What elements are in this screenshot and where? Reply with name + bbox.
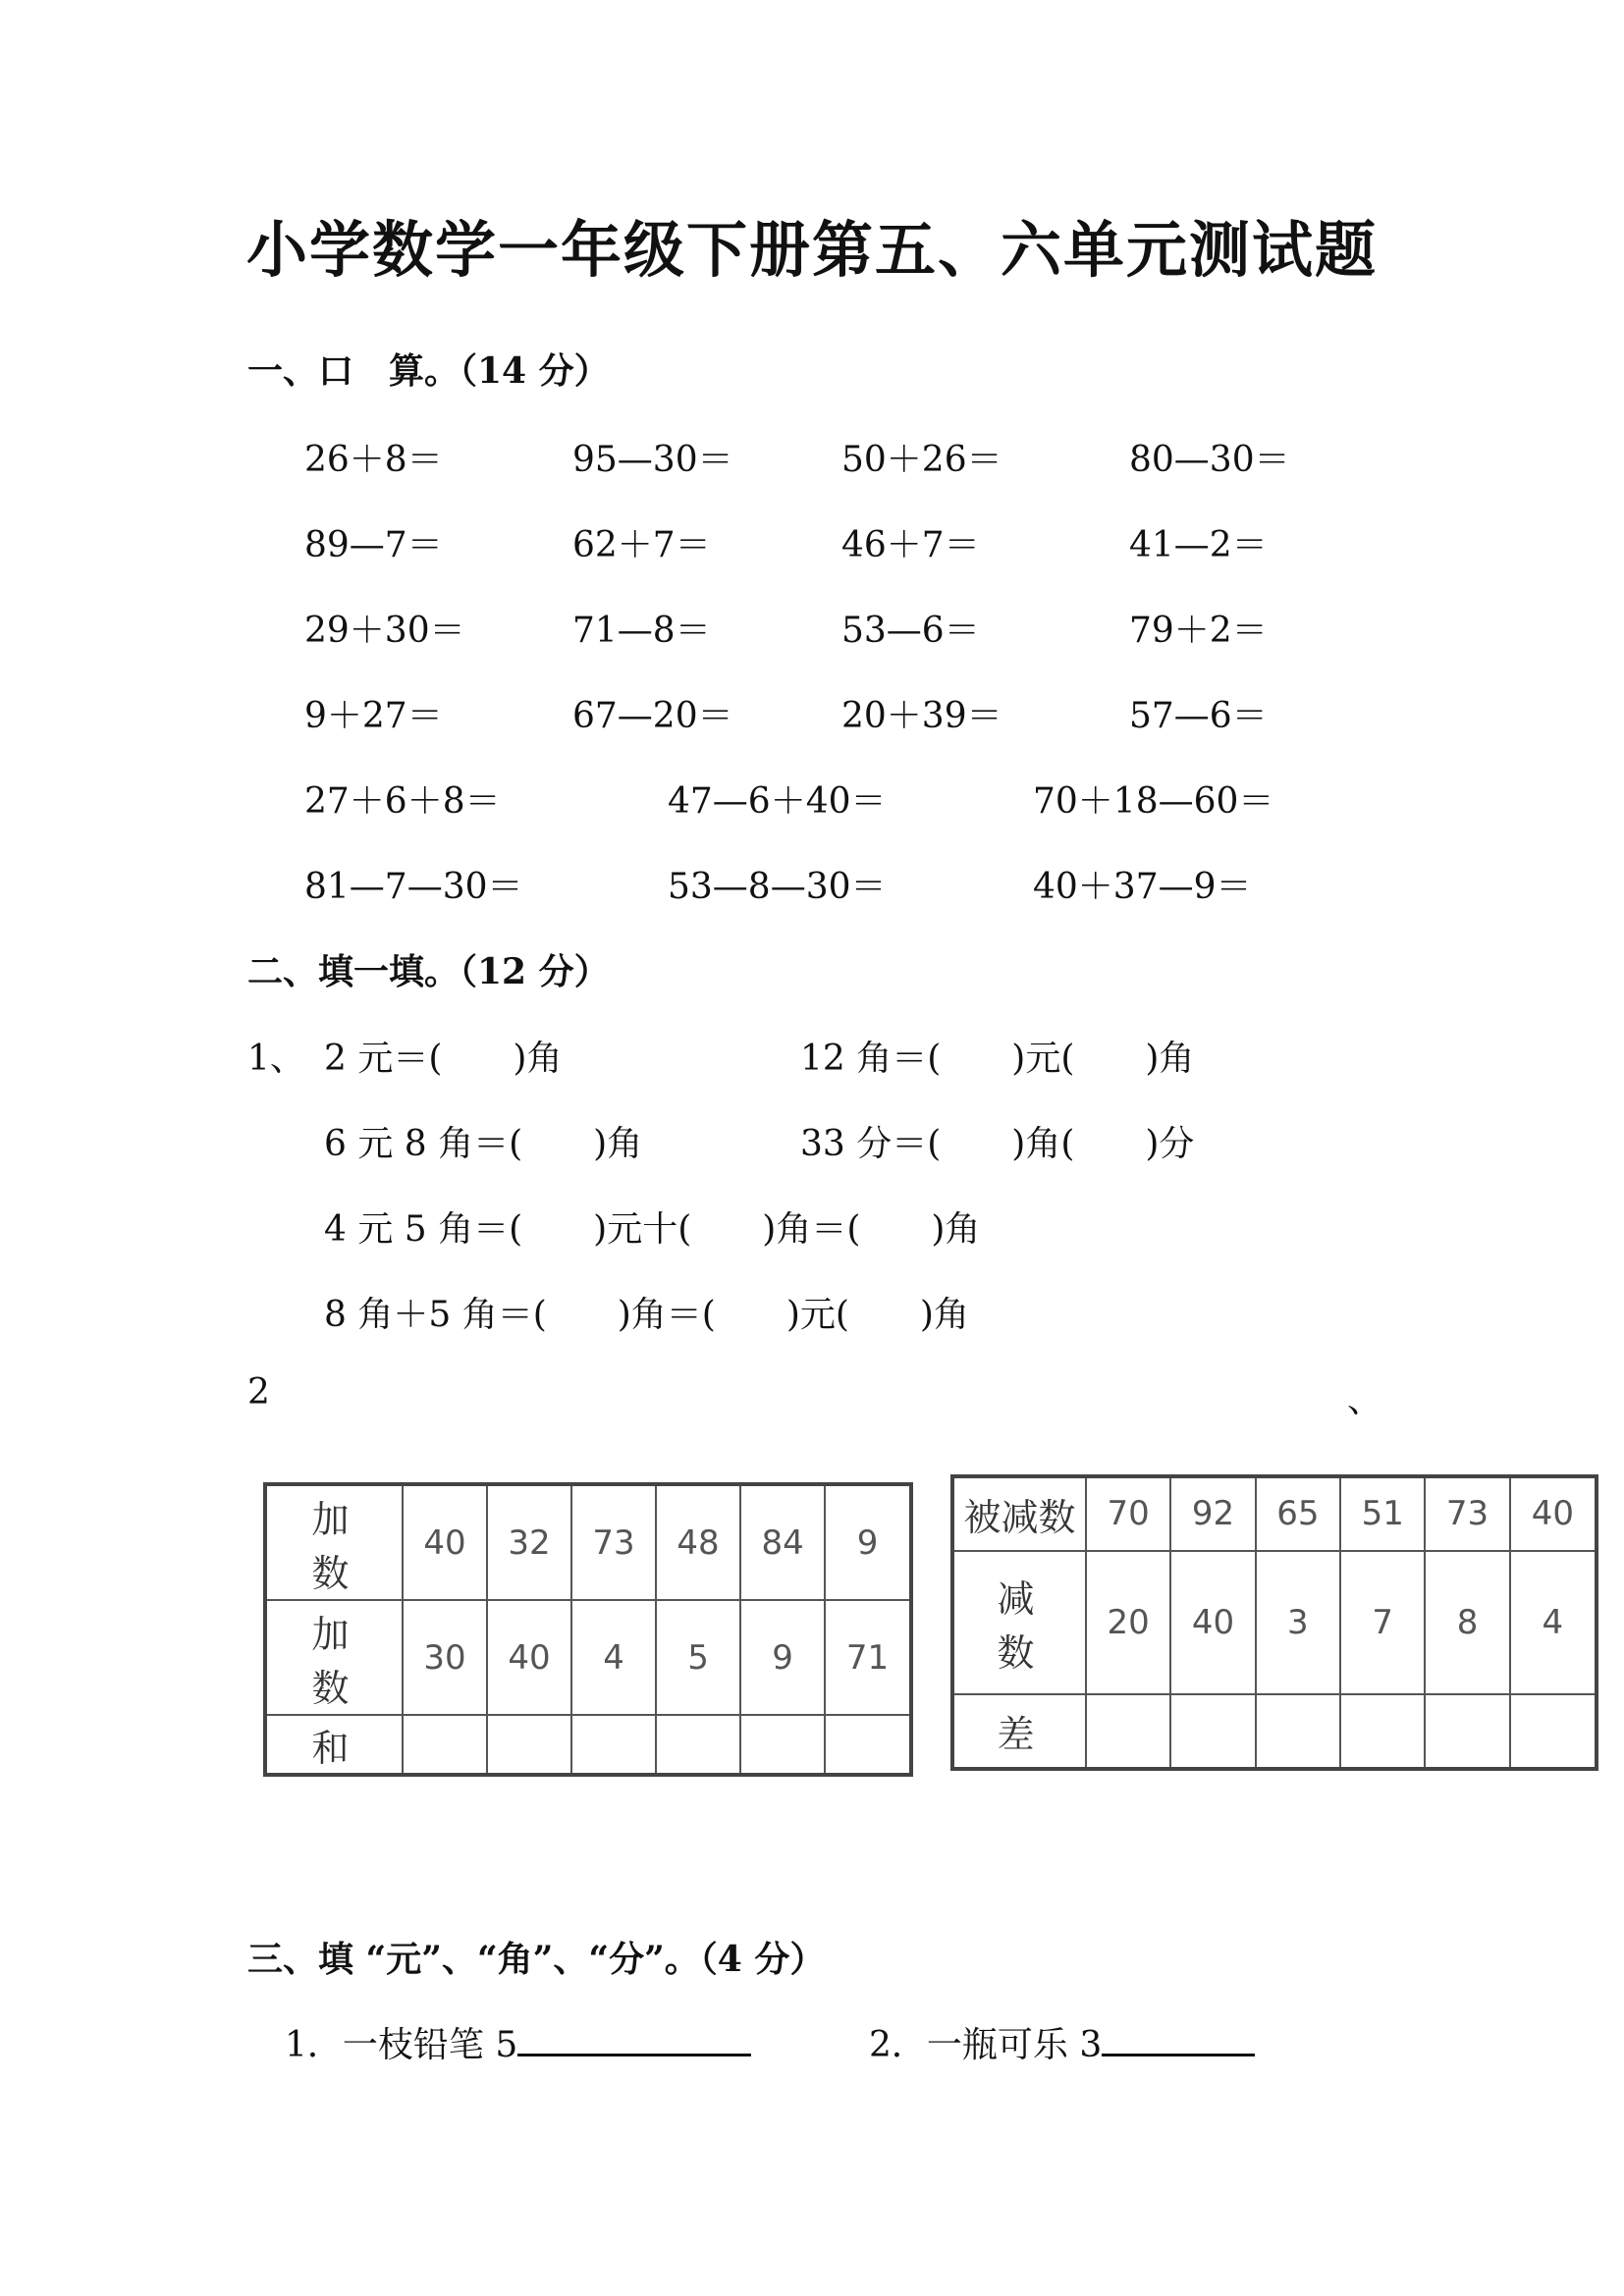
- calc-item: 71—8＝: [572, 611, 711, 651]
- calc-item: 80—30＝: [1129, 440, 1290, 480]
- table-cell: 73: [1425, 1476, 1509, 1551]
- calc-item: 20＋39＝: [841, 696, 1002, 736]
- table-cell: 9: [825, 1484, 911, 1600]
- fill-item: 8 角＋5 角＝( )角＝( )元( )角: [324, 1295, 969, 1335]
- table-cell: 70: [1086, 1476, 1170, 1551]
- table-cell: 51: [1340, 1476, 1425, 1551]
- calc-item: 81—7—30＝: [304, 867, 523, 907]
- calc-item: 9＋27＝: [304, 696, 443, 736]
- table-cell: 40: [403, 1484, 487, 1600]
- table-cell: 71: [825, 1600, 911, 1715]
- table-cell: 20: [1086, 1551, 1170, 1694]
- table-row-label: 加 数: [265, 1484, 403, 1600]
- punctuation-mark: 、: [1347, 1380, 1383, 1420]
- table-cell: 30: [403, 1600, 487, 1715]
- calc-item: 47—6＋40＝: [668, 781, 887, 822]
- calc-item: 46＋7＝: [841, 525, 980, 565]
- table-cell: 5: [656, 1600, 740, 1715]
- answer-cell: [487, 1715, 571, 1775]
- table-cell: 40: [487, 1600, 571, 1715]
- answer-cell: [656, 1715, 740, 1775]
- calc-item: 79＋2＝: [1129, 611, 1268, 651]
- answer-cell: [740, 1715, 825, 1775]
- section-2-heading: 二、填一填。（12 分）: [247, 951, 610, 992]
- table-cell: 4: [571, 1600, 656, 1715]
- answer-cell: [1086, 1694, 1170, 1769]
- calc-item: 95—30＝: [572, 440, 733, 480]
- question-text: 2．一瓶可乐 3: [869, 2025, 1103, 2065]
- section-1-heading: 一、口 算。（14 分）: [247, 350, 610, 392]
- answer-cell: [1340, 1694, 1425, 1769]
- answer-blank: [517, 2053, 751, 2056]
- table-cell: 8: [1425, 1551, 1509, 1694]
- section-3-heading: 三、填 “元”、“角”、“分”。（4 分）: [247, 1939, 826, 1980]
- fill-item: 2 元＝( )角: [324, 1039, 563, 1079]
- table-cell: 40: [1510, 1476, 1597, 1551]
- calc-item: 70＋18—60＝: [1033, 781, 1274, 822]
- table-row-label: 和: [265, 1715, 403, 1775]
- calc-item: 53—8—30＝: [668, 867, 887, 907]
- calc-item: 27＋6＋8＝: [304, 781, 501, 822]
- calc-item: 29＋30＝: [304, 611, 465, 651]
- table-row-label: 差: [952, 1694, 1086, 1769]
- table-cell: 48: [656, 1484, 740, 1600]
- table-cell: 9: [740, 1600, 825, 1715]
- table-cell: 3: [1256, 1551, 1340, 1694]
- table-row-label: 被减数: [952, 1476, 1086, 1551]
- addition-table: [263, 1482, 913, 1777]
- answer-cell: [1510, 1694, 1597, 1769]
- table-cell: 84: [740, 1484, 825, 1600]
- question-text: 1．一枝铅笔 5: [285, 2025, 518, 2065]
- calc-item: 50＋26＝: [841, 440, 1002, 480]
- calc-item: 57—6＝: [1129, 696, 1268, 736]
- calc-item: 89—7＝: [304, 525, 443, 565]
- answer-cell: [1425, 1694, 1509, 1769]
- answer-cell: [825, 1715, 911, 1775]
- question-number: 2: [247, 1372, 270, 1413]
- table-cell: 4: [1510, 1551, 1597, 1694]
- calc-item: 62＋7＝: [572, 525, 711, 565]
- table-cell: 7: [1340, 1551, 1425, 1694]
- table-cell: 65: [1256, 1476, 1340, 1551]
- page-title: 小学数学一年级下册第五、六单元测试题: [245, 214, 1378, 286]
- subtraction-table: [950, 1474, 1598, 1771]
- question-item: [869, 2017, 1255, 2067]
- fill-item: 33 分＝( )角( )分: [800, 1124, 1195, 1164]
- answer-blank: [1102, 2053, 1255, 2056]
- answer-cell: [1170, 1694, 1255, 1769]
- calc-item: 67—20＝: [572, 696, 733, 736]
- question-number: 1、: [247, 1039, 305, 1079]
- table-row-label: 减 数: [952, 1551, 1086, 1694]
- calc-item: 53—6＝: [841, 611, 980, 651]
- table-cell: 40: [1170, 1551, 1255, 1694]
- fill-item: 6 元 8 角＝( )角: [324, 1124, 643, 1164]
- calc-item: 41—2＝: [1129, 525, 1268, 565]
- table-cell: 32: [487, 1484, 571, 1600]
- table-cell: 73: [571, 1484, 656, 1600]
- table-row-label: 加 数: [265, 1600, 403, 1715]
- calc-item: 26＋8＝: [304, 440, 443, 480]
- answer-cell: [571, 1715, 656, 1775]
- answer-cell: [1256, 1694, 1340, 1769]
- fill-item: 12 角＝( )元( )角: [800, 1039, 1195, 1079]
- answer-cell: [403, 1715, 487, 1775]
- calc-item: 40＋37—9＝: [1033, 867, 1252, 907]
- question-item: [285, 2017, 751, 2067]
- table-cell: 92: [1170, 1476, 1255, 1551]
- fill-item: 4 元 5 角＝( )元十( )角＝( )角: [324, 1209, 981, 1250]
